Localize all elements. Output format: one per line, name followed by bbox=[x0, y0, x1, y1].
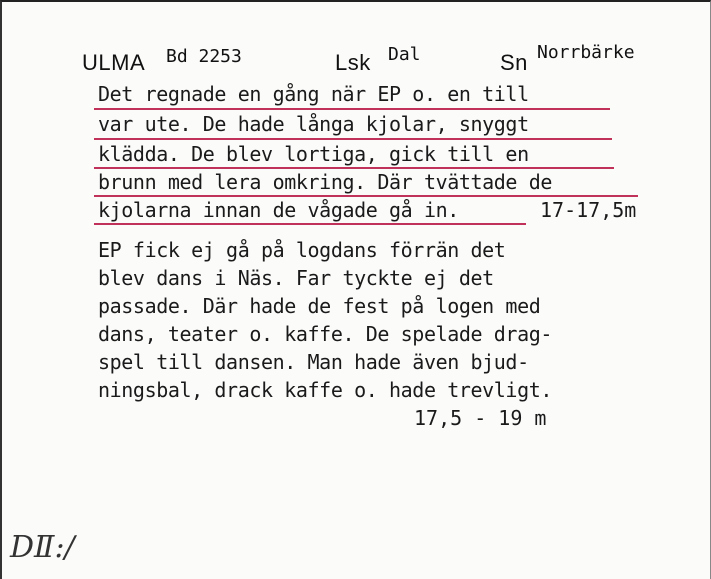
sn-value: Norrbärke bbox=[537, 42, 635, 63]
lsk-value: Dal bbox=[388, 44, 421, 65]
archive-number: Bd 2253 bbox=[166, 46, 242, 67]
underline bbox=[94, 108, 610, 110]
paragraph-2-reference: 17,5 - 19 m bbox=[414, 406, 547, 430]
paragraph-2-line: ningsbal, drack kaffe o. hade trevligt. bbox=[98, 378, 552, 402]
paragraph-1-reference: 17-17,5m bbox=[540, 198, 637, 222]
underline bbox=[94, 167, 614, 169]
lsk-label: Lsk bbox=[335, 50, 371, 75]
paragraph-1-line: klädda. De blev lortiga, gick till en bbox=[98, 142, 529, 166]
paragraph-2-line: blev dans i Näs. Far tyckte ej det bbox=[98, 266, 494, 290]
paragraph-2-line: passade. Där hade de fest på logen med bbox=[98, 294, 541, 318]
handwritten-note: DⅡ:/ bbox=[10, 530, 75, 565]
paragraph-2-line: spel till dansen. Man hade även bjud- bbox=[98, 350, 529, 374]
underline bbox=[94, 223, 526, 225]
paragraph-1-line: brunn med lera omkring. Där tvättade de bbox=[98, 170, 552, 194]
paragraph-1-line: var ute. De hade långa kjolar, snyggt bbox=[98, 112, 529, 136]
paragraph-2-line: EP fick ej gå på logdans förrän det bbox=[98, 238, 506, 262]
archive-label: ULMA bbox=[82, 50, 146, 75]
sn-label: Sn bbox=[500, 50, 528, 75]
underline bbox=[94, 195, 638, 197]
paragraph-2-line: dans, teater o. kaffe. De spelade drag- bbox=[98, 322, 552, 346]
underline bbox=[94, 138, 612, 140]
paragraph-1-line: kjolarna innan de vågade gå in. bbox=[98, 198, 459, 222]
paragraph-1-line: Det regnade en gång när EP o. en till bbox=[98, 82, 529, 106]
